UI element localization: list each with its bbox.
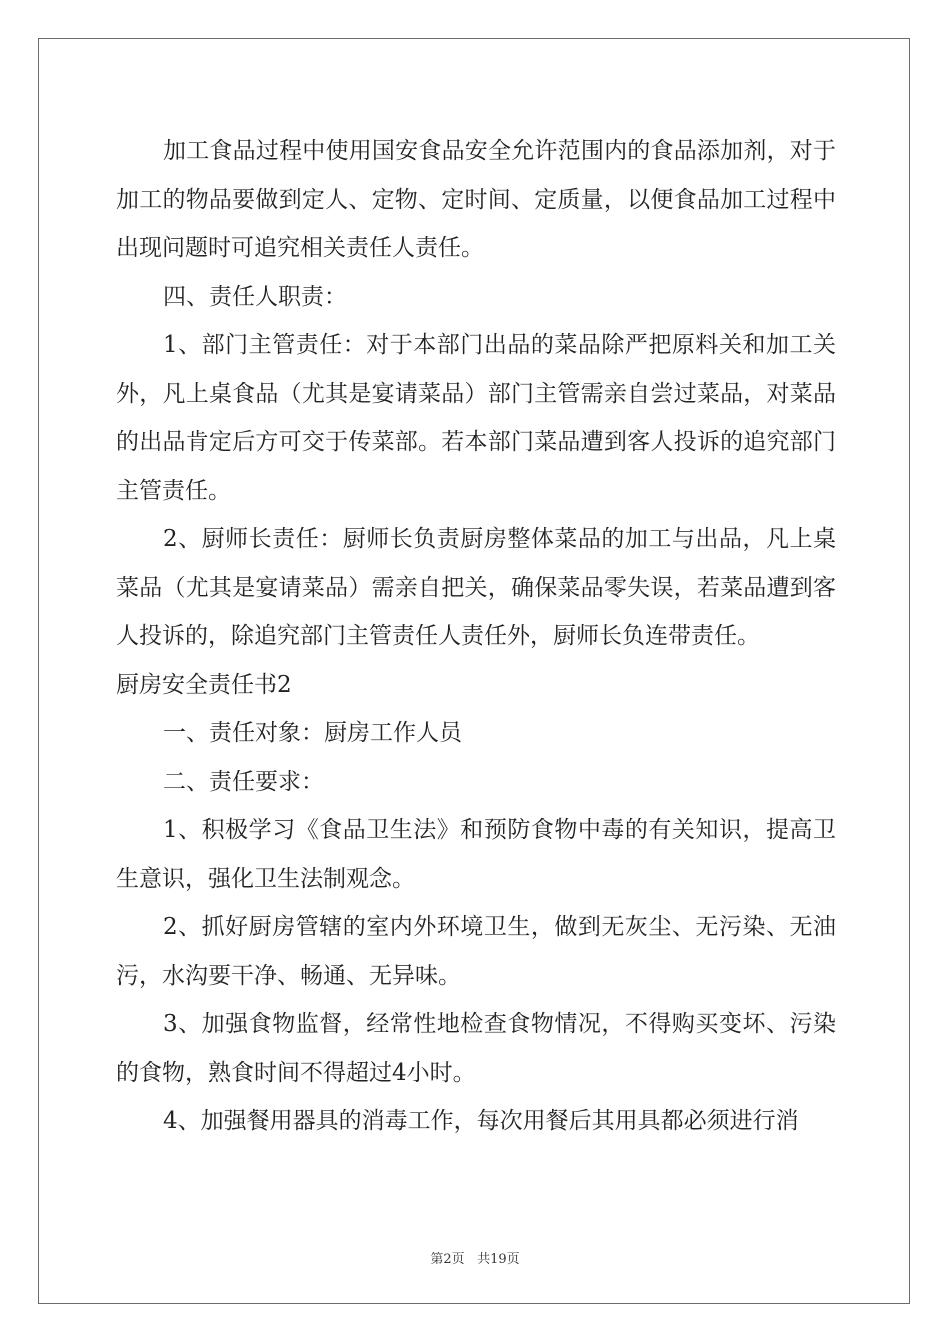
paragraph: 1、积极学习《食品卫生法》和预防食物中毒的有关知识，提高卫生意识，强化卫生法制观念。 (116, 817, 836, 892)
paragraph: 2、抓好厨房管辖的室内外环境卫生，做到无灰尘、无污染、无油污，水沟要干净、畅通、无异味。 (116, 914, 836, 989)
page-total: 共19页 (477, 1252, 520, 1267)
paragraph: 加工食品过程中使用国安食品安全允许范围内的食品添加剂，对于加工的物品要做到定人、定物、定时间、定质量，以便食品加工过程中出现问题时可追究相关责任人责任。 (116, 138, 836, 261)
paragraph: 2、厨师长责任：厨师长负责厨房整体菜品的加工与出品，凡上桌菜品（尤其是宴请菜品）需亲自把关，确保菜品零失误，若菜品遭到客人投诉的，除追究部门主管责任人责任外，厨师长负连带责任。 (116, 526, 836, 649)
page-number: 第2页 (430, 1252, 465, 1267)
section-heading: 一、责任对象：厨房工作人员 (163, 720, 462, 746)
document-title: 厨房安全责任书2 (116, 671, 292, 698)
paragraph: 1、部门主管责任：对于本部门出品的菜品除严把原料关和加工关外，凡上桌食品（尤其是宴请菜品）部门主管需亲自尝过菜品，对菜品的出品肯定后方可交于传菜部。若本部门菜品遭到客人投诉的追究部门主管责任。 (116, 332, 836, 504)
section-heading: 四、责任人职责： (163, 283, 347, 310)
paragraph: 4、加强餐用器具的消毒工作，每次用餐后其用具都必须进行消 (163, 1108, 799, 1134)
document-body (116, 127, 836, 1146)
section-heading: 二、责任要求： (163, 768, 324, 795)
page-footer (0, 1248, 950, 1267)
paragraph: 3、加强食物监督，经常性地检查食物情况，不得购买变坏、污染的食物，熟食时间不得超过4小时。 (116, 1011, 836, 1086)
